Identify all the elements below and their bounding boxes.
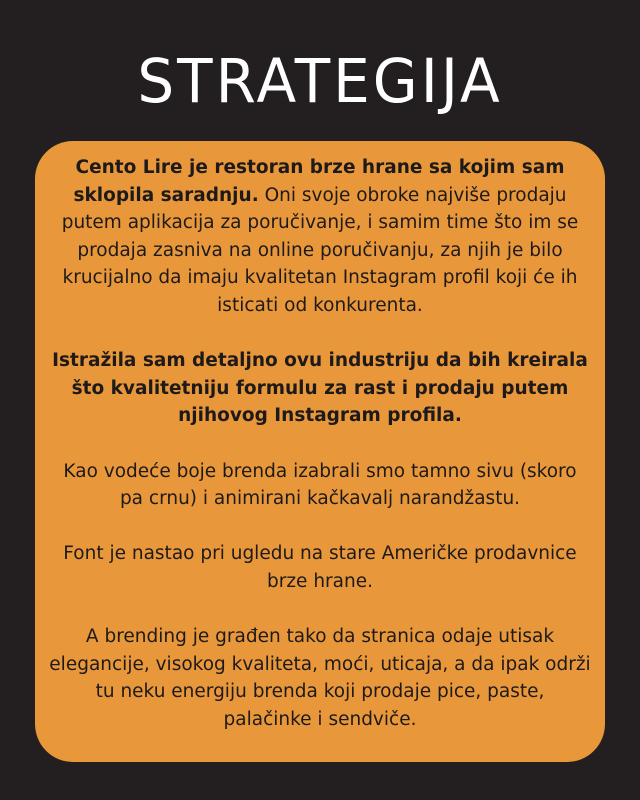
paragraph-intro-bold: Cento Lire je restoran brze hrane sa kojim sam sklopila saradnju. (73, 157, 565, 206)
paragraph-colors: Kao vodeće boje brenda izabrali smo tamno sivu (skoro pa crnu) i animirani kačkavalj narandžastu. (63, 460, 577, 510)
strategy-card (35, 141, 605, 762)
paragraph-intro-rest: Oni svoje obroke najviše prodaju putem aplikacija za poručivanje, i samim time što im se prodaja zasniva na online poručivanju, za njih je bilo krucijalno da imaju kvalitetan Instagram profil koji će ih isticati od konkurenta. (61, 184, 579, 316)
paragraph-branding: A brending je građen tako da stranica odaje utisak elegancije, visokog kvaliteta, moći, uticaja, a da ipak održi tu neku energiju brenda koji prodaje pice, paste, palačinke i sendviče. (49, 626, 591, 730)
page-title: STRATEGIJA (137, 45, 503, 117)
paragraph-intro (49, 154, 591, 320)
paragraph-research: Istražila sam detaljno ovu industriju da bih kreirala što kvalitetniju formulu za rast i prodaju putem njihovog Instagram profila. (52, 350, 588, 427)
paragraph-font: Font je nastao pri ugledu na stare Američke prodavnice brze hrane. (63, 543, 577, 592)
